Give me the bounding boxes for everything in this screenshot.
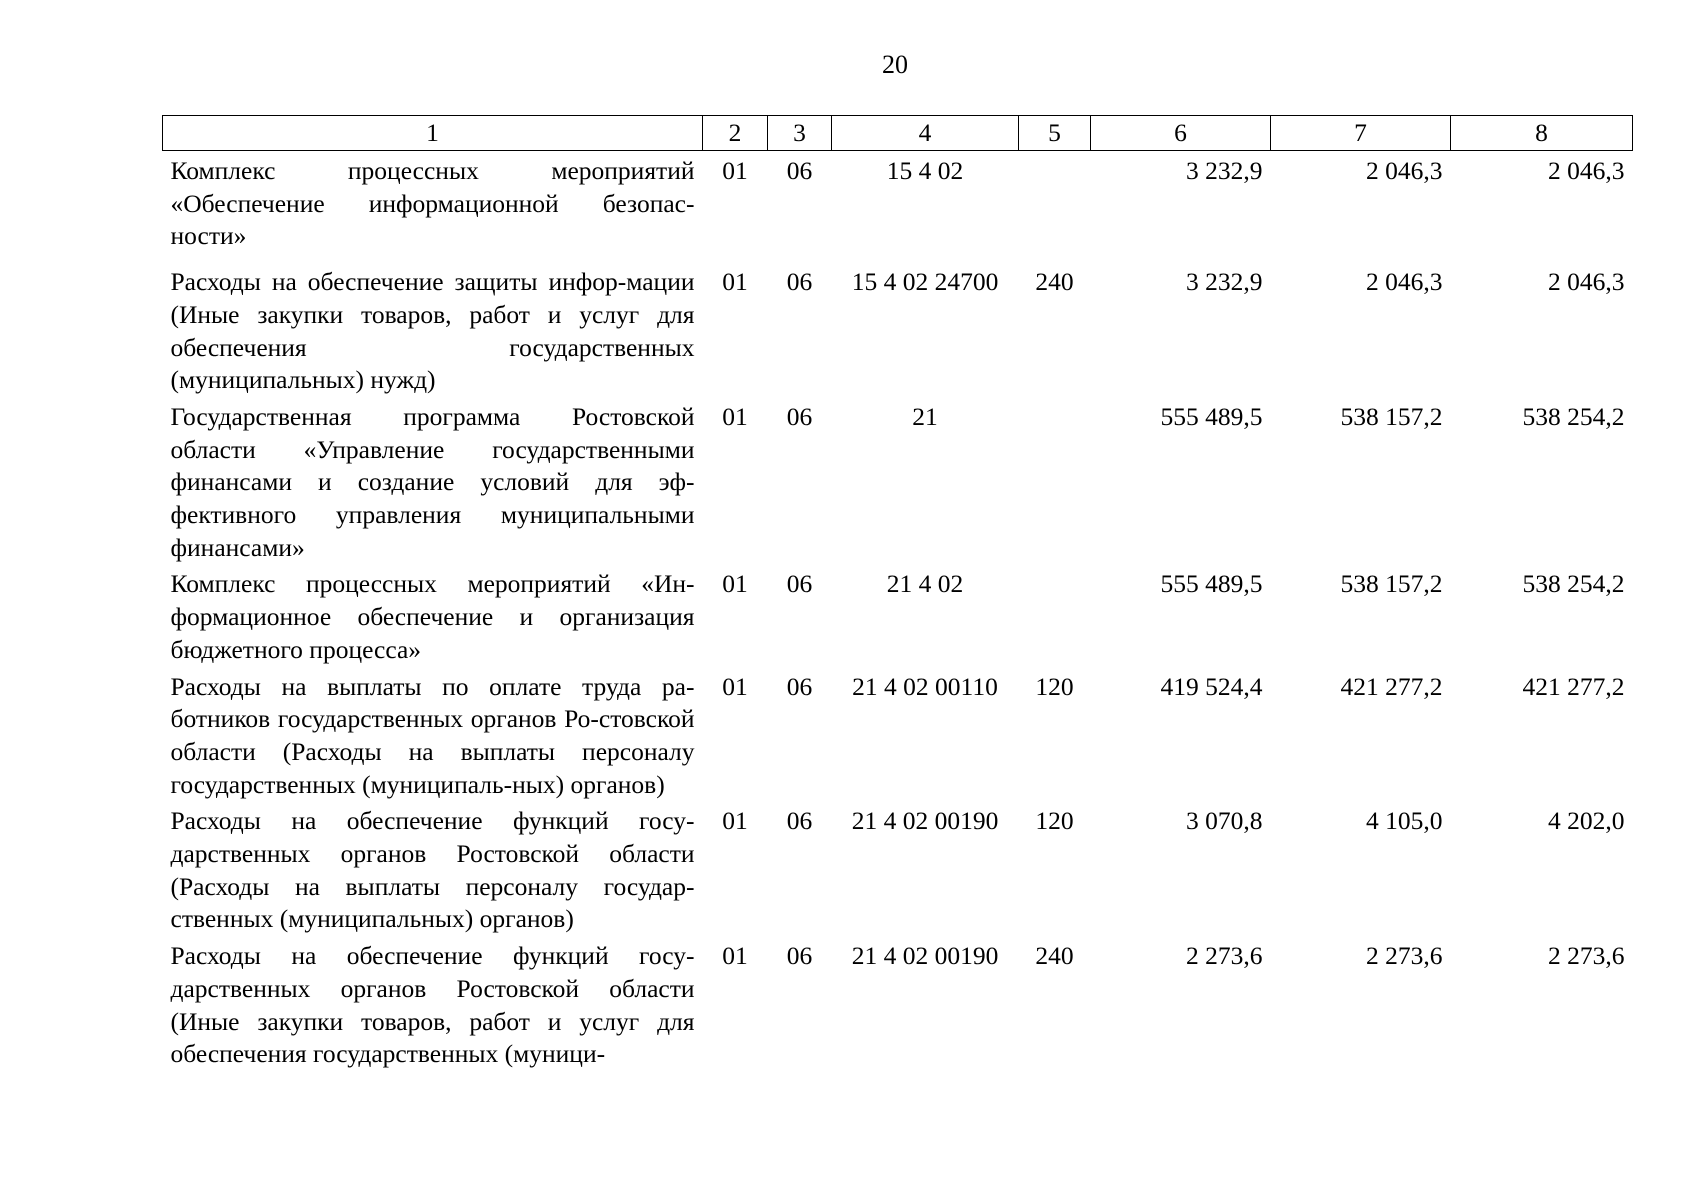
row-sum-3: 421 277,2 <box>1522 671 1625 701</box>
table-row <box>163 667 1633 802</box>
row-pr: 06 <box>786 156 813 185</box>
row-rz: 01 <box>722 569 748 599</box>
row-description: Расходы на обеспечение защиты инфор-мации (Иные закупки товаров, работ и услуг для обеспечения государственных (муниципальных) нужд) <box>170 267 695 395</box>
row-csr: 21 4 02 <box>886 569 964 599</box>
table-row <box>163 151 1633 263</box>
row-sum-1: 3 232,9 <box>1186 156 1263 185</box>
row-rz: 01 <box>722 671 748 701</box>
row-vr: 240 <box>1035 941 1074 971</box>
row-vr <box>1019 564 1091 666</box>
row-description: Комплекс процессных мероприятий «Обеспечение информационной безопас-ности» <box>170 156 695 251</box>
row-csr: 21 4 02 00190 <box>851 941 999 971</box>
row-sum-1: 419 524,4 <box>1160 671 1263 701</box>
header-row <box>163 116 1633 151</box>
row-sum-2: 538 157,2 <box>1340 569 1443 599</box>
row-vr: 120 <box>1035 806 1074 836</box>
row-description: Государственная программа Ростовской области «Управление государственными финансами и создание условий для эф-фективного управления муниципальными финансами» <box>170 401 695 562</box>
row-sum-3: 4 202,0 <box>1548 806 1625 836</box>
row-sum-2: 421 277,2 <box>1340 671 1443 701</box>
row-vr: 240 <box>1035 267 1074 297</box>
row-sum-1: 3 070,8 <box>1186 806 1263 836</box>
row-csr: 15 4 02 <box>886 156 964 185</box>
row-sum-3: 2 046,3 <box>1548 156 1625 185</box>
row-vr <box>1019 151 1091 263</box>
row-pr: 06 <box>786 267 813 297</box>
row-csr: 21 4 02 00110 <box>852 671 998 701</box>
column-header-4: 4 <box>832 116 1019 151</box>
row-rz: 01 <box>722 806 748 836</box>
row-rz: 01 <box>722 267 748 297</box>
row-pr: 06 <box>786 401 813 431</box>
row-vr: 120 <box>1035 671 1074 701</box>
row-sum-1: 555 489,5 <box>1160 401 1263 431</box>
row-csr: 21 4 02 00190 <box>851 806 999 836</box>
row-sum-3: 2 046,3 <box>1548 267 1625 297</box>
row-sum-2: 2 273,6 <box>1366 941 1443 971</box>
table-row <box>163 564 1633 666</box>
row-pr: 06 <box>786 671 813 701</box>
row-description: Расходы на обеспечение функций госу-дарственных органов Ростовской области (Иные закупки товаров, работ и услуг для обеспечения государственных (муници- <box>170 941 695 1069</box>
row-description: Комплекс процессных мероприятий «Ин-формационное обеспечение и организация бюджетного процесса» <box>170 569 695 664</box>
row-sum-2: 2 046,3 <box>1366 156 1443 185</box>
column-header-6: 6 <box>1091 116 1271 151</box>
row-vr <box>1019 397 1091 565</box>
row-sum-2: 4 105,0 <box>1366 806 1443 836</box>
row-sum-3: 538 254,2 <box>1522 569 1625 599</box>
row-rz: 01 <box>722 156 748 185</box>
column-header-2: 2 <box>703 116 768 151</box>
budget-table <box>162 115 1633 1071</box>
table-row <box>163 801 1633 936</box>
row-sum-2: 2 046,3 <box>1366 267 1443 297</box>
row-rz: 01 <box>722 941 748 971</box>
table-row <box>163 936 1633 1071</box>
page-number: 20 <box>882 50 908 79</box>
row-sum-1: 2 273,6 <box>1186 941 1263 971</box>
row-sum-1: 3 232,9 <box>1186 267 1263 297</box>
column-header-7: 7 <box>1271 116 1451 151</box>
row-pr: 06 <box>786 569 813 599</box>
row-pr: 06 <box>786 806 813 836</box>
column-header-3: 3 <box>768 116 832 151</box>
column-header-1: 1 <box>163 116 703 151</box>
row-rz: 01 <box>722 401 748 431</box>
row-pr: 06 <box>786 941 813 971</box>
table-row <box>163 397 1633 565</box>
row-description: Расходы на выплаты по оплате труда ра-ботников государственных органов Ро-стовской области (Расходы на выплаты персоналу государственных (муниципаль-ных) органов) <box>170 671 695 799</box>
row-description: Расходы на обеспечение функций госу-дарственных органов Ростовской области (Расходы на выплаты персоналу государ-ственных (муниципальных) органов) <box>170 806 695 934</box>
column-header-8: 8 <box>1451 116 1633 151</box>
row-sum-2: 538 157,2 <box>1340 401 1443 431</box>
row-csr: 15 4 02 24700 <box>851 267 999 297</box>
row-csr: 21 <box>912 401 938 431</box>
row-sum-3: 538 254,2 <box>1522 401 1625 431</box>
row-sum-1: 555 489,5 <box>1160 569 1263 599</box>
column-header-5: 5 <box>1019 116 1091 151</box>
table-row <box>163 262 1633 397</box>
row-sum-3: 2 273,6 <box>1548 941 1625 971</box>
